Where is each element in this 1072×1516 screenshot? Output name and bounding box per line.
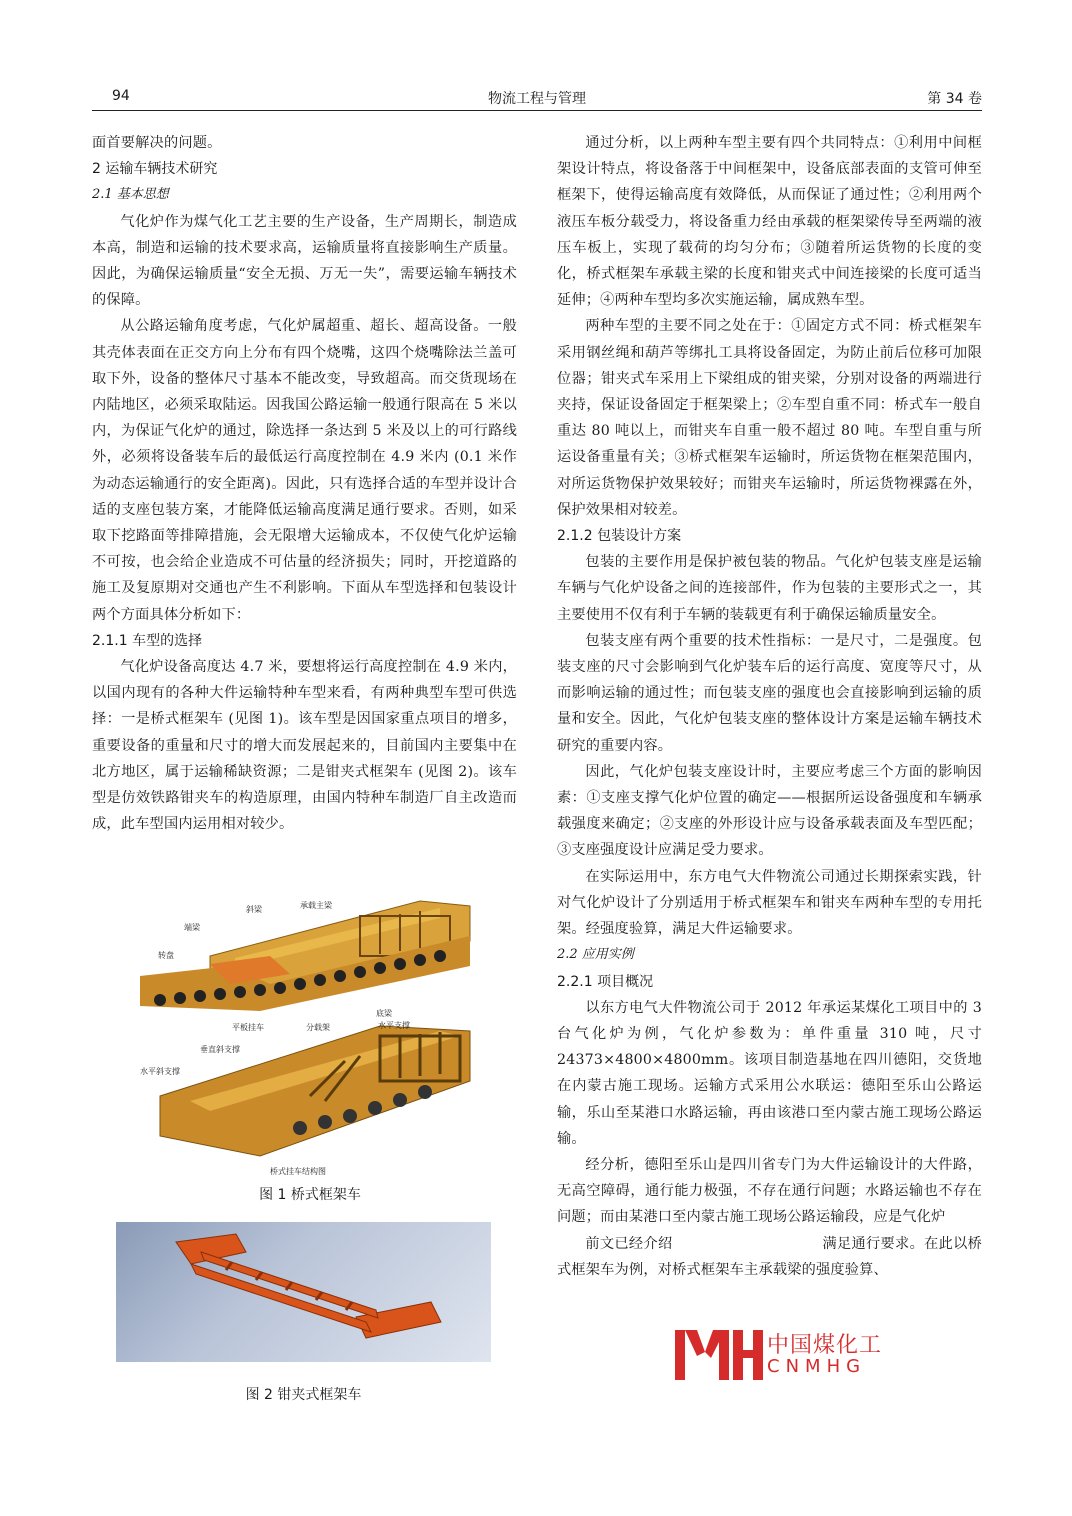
paragraph: 气化炉作为煤气化工艺主要的生产设备，生产周期长，制造成本高，制造和运输的技术要求高，运输质量将直接影响生产质量。因此，为确保运输质量“安全无损、万无一失”，需要运输车辆技术的保障。 [92,213,517,309]
subsubsection-heading: 2.2.1 项目概况 [557,973,654,990]
figure-2-caption: 图 2 钳夹式框架车 [245,1387,362,1403]
figure-2-clamp-frame-vehicle [116,1222,491,1362]
paragraph: 通过分析，以上两种车型主要有四个共同特点：①利用中间框架设计特点，将设备落于中间框架中，设备底部表面的支管可伸至框架下，使得运输高度有效降低，从而保证了通过性；②利用两个液压车板分载受力，将设备重力经由承载的框架梁传导至两端的液压车板上，实现了载荷的均匀分布；③随着所运货物的长度的变化，桥式框架车承载主梁的长度和钳夹式中间连接梁的长度可适当延伸；④两种车型均多次实施运输，属成熟车型。 [557,135,982,309]
label-fenzai: 分载架 [306,1023,330,1032]
subsubsection-heading: 2.1.1 车型的选择 [92,632,203,649]
label-shuiping-zc: 水平支撑 [378,1021,410,1030]
label-pingban: 平板挂车 [232,1023,264,1032]
label-xieliang: 斜梁 [246,905,262,914]
label-duanliang: 端梁 [184,923,200,932]
paragraph: 因此，气化炉包装支座设计时，主要应考虑三个方面的影响因素：①支座支撑气化炉位置的确定——根据所运设备强度和车辆承载强度来确定；②支座的外形设计应与设备承载表面及车型匹配；③支座强度设计应满足受力要求。 [557,763,982,859]
label-chuizhi: 垂直斜支撑 [200,1045,240,1054]
journal-title: 物流工程与管理 [488,91,586,107]
volume-label: 第 34 卷 [927,91,982,107]
section-heading: 2 运输车辆技术研究 [92,161,218,178]
figure-1-caption: 图 1 桥式框架车 [259,1187,361,1203]
paragraph: 包装支座有两个重要的技术性指标：一是尺寸，二是强度。包装支座的尺寸会影响到气化炉装车后的运行高度、宽度等尺寸，从而影响运输的通过性；而包装支座的强度也会直接影响到运输的质量和安全。因此，气化炉包装支座的整体设计方案是运输车辆技术研究的重要内容。 [557,632,982,754]
label-diliang: 底梁 [376,1009,392,1018]
right-column [557,130,982,1283]
label-shuiping-xie: 水平斜支撑 [140,1067,180,1076]
subsection-heading: 2.2 应用实例 [557,947,634,963]
paragraph: 从公路运输角度考虑，气化炉属超重、超长、超高设备。一般其壳体表面在正交方向上分布有四个烧嘴，这四个烧嘴除法兰盖可取下外，设备的整体尺寸基本不能改变，导致超高。而交货现场在内陆地区，必须采取陆运。因我国公路运输一般通行限高在 5 米以内，为保证气化炉的通过，除选择一条达到 5 米及以上的可行路线外，必须将设备装车后的最低运行高度控制在 4.9 米内 (0.1 米作为动态运输通行的安全距离)。因此，只有选择合适的车型并设计合适的支座包装方案，才能降低运输高度满足通行要求。否则，如采取下挖路面等排障措施，会无限增大运输成本，不仅使气化炉运输不可按，也会给企业造成不可估量的经济损失；同时，开挖道路的施工及复原期对交通也产生不利影响。下面从车型选择和包装设计两个方面具体分析如下： [92,318,517,623]
mh-logo-icon [675,1326,763,1380]
left-column [92,130,517,837]
running-header [92,88,982,110]
paragraph: 气化炉设备高度达 4.7 米，要想将运行高度控制在 4.9 米内，以国内现有的各种大件运输特种车型来看，有两种典型车型可供选择：一是桥式框架车 (见图 1)。该车型是因国家重点项目的增多，重要设备的重量和尺寸的增大而发展起来的，目前国内主要集中在北方地区，属于运输稀缺资源；二是钳夹式框架车 (见图 2)。该车型是仿效铁路钳夹车的构造原理，由国内特种车制造厂自主改造而成，此车型国内运用相对较少。 [92,659,517,833]
subsection-heading: 2.1 基本思想 [92,187,169,203]
figure-inner-caption: 桥式挂车结构图 [270,1167,326,1176]
subsubsection-heading: 2.1.2 包装设计方案 [557,528,682,545]
label-chengzai: 承载主梁 [300,901,332,910]
paragraph: 面首要解决的问题。 [92,135,222,151]
logo-english-text: CNMHG [767,1356,867,1377]
paragraph: 两种车型的主要不同之处在于：①固定方式不同：桥式框架车采用钢丝绳和葫芦等绑扎工具将设备固定，为防止前后位移可加限位器；钳夹式车采用上下梁组成的钳夹梁，分别对设备的两端进行夹持，保证设备固定于框架梁上；②车型自重不同：桥式车一般自重达 80 吨以上，而钳夹车自重一般不超过 80 吨。车型自重与所运设备重量有关；③桥式框架车运输时，所运货物在框架范围内，对所运货物保护效果较好；而钳夹车运输时，所运货物裸露在外，保护效果相对较差。 [557,318,982,518]
paragraph-start: 前文已经介绍 [585,1235,673,1252]
header-rule [92,110,982,111]
logo-chinese-text: 中国煤化工 [767,1333,883,1358]
paragraph: 经分析，德阳至乐山是四川省专门为大件运输设计的大件路，无高空障碍，通行能力极强，不存在通行问题；水路运输也不存在问题；而由某港口至内蒙古施工现场公路运输段，应是气化炉 [557,1156,982,1226]
cnmhg-watermark-logo [675,1326,905,1380]
bridge-frame-diagram [140,896,480,1178]
page-number: 94 [112,88,130,104]
paragraph [557,1231,982,1283]
label-zhuanpan: 转盘 [158,951,174,960]
paragraph-end: 满足通行要求。在此以桥式框架车为例，对桥式框架车主承载梁的强度验算、 [557,1235,983,1278]
figure-1-bridge-frame-vehicle [140,896,480,1178]
paragraph: 包装的主要作用是保护被包装的物品。气化炉包装支座是运输车辆与气化炉设备之间的连接部件，作为包装的主要形式之一，其主要使用不仅有利于车辆的装载更有利于确保运输质量安全。 [557,554,982,623]
paragraph: 以东方电气大件物流公司于 2012 年承运某煤化工项目中的 3 台气化炉为例，气化炉参数为：单件重量 310 吨，尺寸 24373×4800×4800mm。该项目制造基地在四川德阳，交货地在内蒙古施工现场。运输方式采用公水联运：德阳至乐山公路运输，乐山至某港口水路运输，再由该港口至内蒙古施工现场公路运输。 [557,999,982,1147]
clamp-frame-render [116,1222,491,1362]
paragraph: 在实际运用中，东方电气大件物流公司通过长期探索实践，针对气化炉设计了分别适用于桥式框架车和钳夹车两种车型的专用托架。经强度验算，满足大件运输要求。 [557,868,982,938]
